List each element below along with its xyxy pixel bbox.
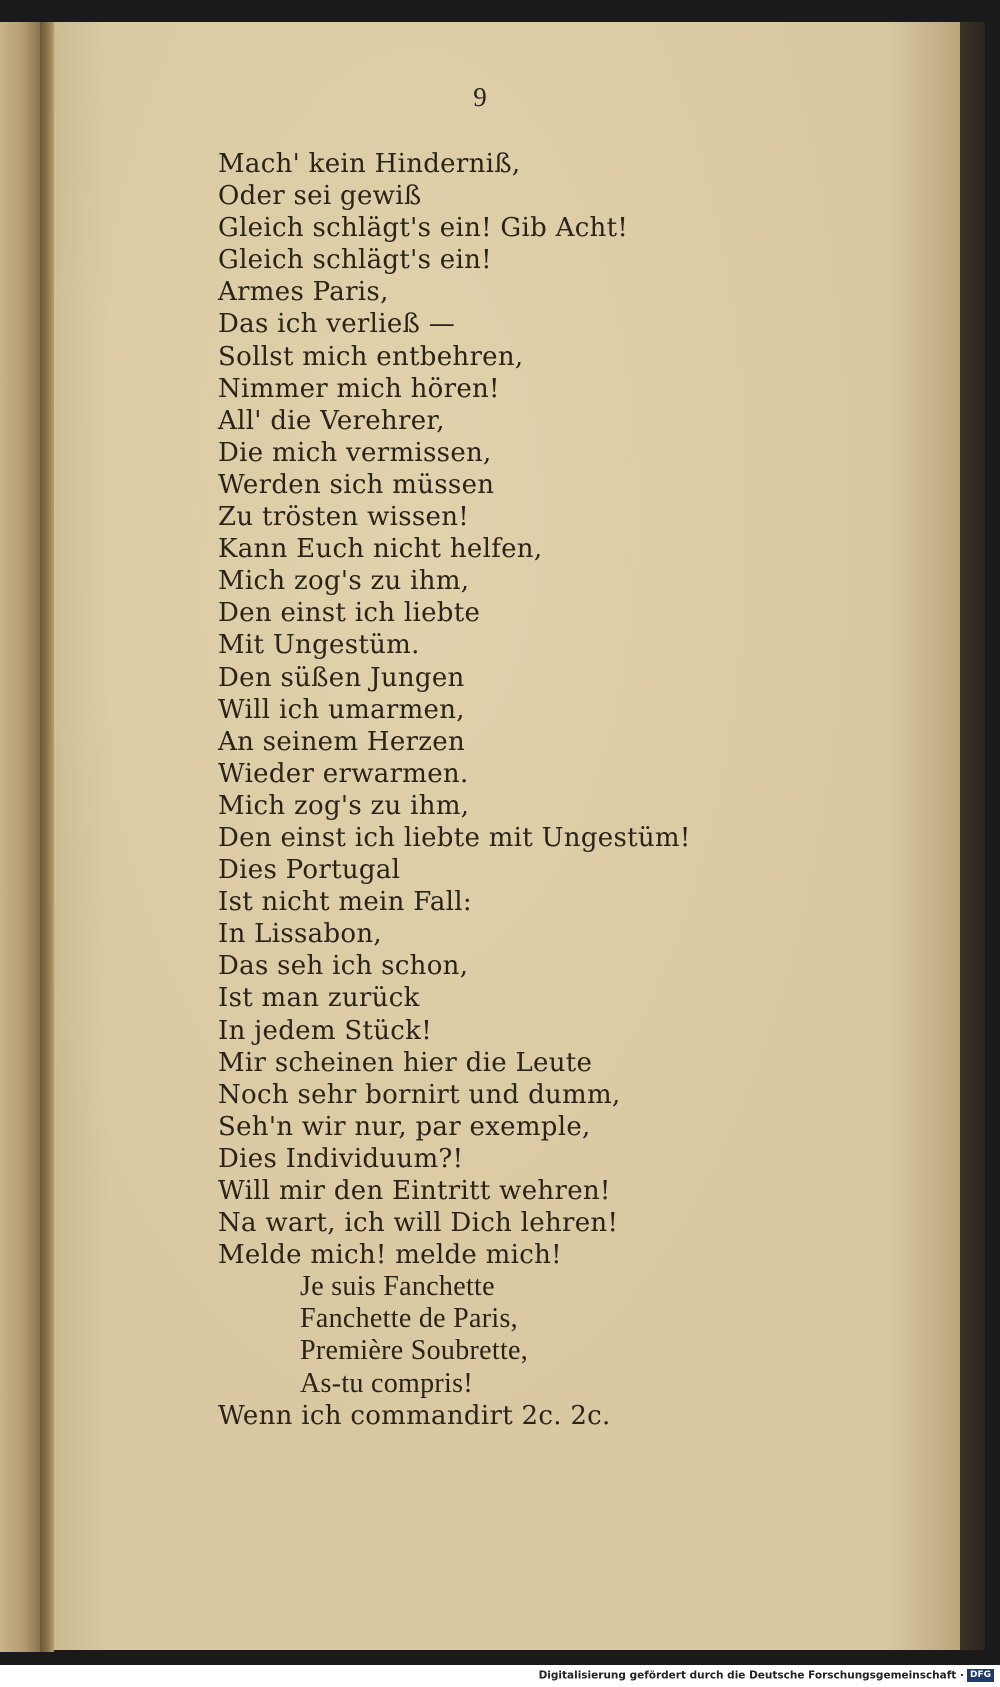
- poem-line: Mach' kein Hinderniß,: [218, 149, 521, 179]
- poem-line: Gleich schlägt's ein! Gib Acht!: [218, 213, 629, 244]
- poem-line: Mich zog's zu ihm,: [218, 790, 470, 821]
- poem-line: Wieder erwarmen.: [218, 758, 469, 789]
- poem-line: Dies Portugal: [218, 855, 401, 886]
- poem-line: Den einst ich liebte mit Ungestüm!: [218, 822, 691, 853]
- poem-line: Gleich schlägt's ein!: [218, 245, 492, 276]
- poem-line: Will ich umarmen,: [218, 694, 465, 725]
- poem-line: Noch sehr bornirt und dumm,: [218, 1079, 621, 1110]
- poem-line: Kann Euch nicht helfen,: [218, 534, 543, 565]
- poem-line: Première Soubrette,: [300, 1335, 529, 1367]
- poem-line: In Lissabon,: [218, 919, 382, 950]
- poem-line: Na wart, ich will Dich lehren!: [218, 1208, 619, 1239]
- poem-line: All' die Verehrer,: [218, 405, 445, 436]
- poem-line: Will mir den Eintritt wehren!: [218, 1176, 611, 1206]
- poem-line: Zu trösten wissen!: [218, 502, 470, 533]
- credit-text: Digitalisierung gefördert durch die Deutsche Forschungsgemeinschaft ·: [538, 1669, 964, 1682]
- poem-line: Fanchette de Paris,: [300, 1303, 518, 1335]
- previous-page-edge: [0, 22, 40, 1652]
- poem-line: Mich zog's zu ihm,: [218, 566, 470, 597]
- poem-line: Den einst ich liebte: [218, 598, 481, 629]
- poem-line: Werden sich müssen: [218, 469, 495, 500]
- poem-line: An seinem Herzen: [218, 726, 466, 757]
- poem-line: Je suis Fanchette: [300, 1271, 495, 1303]
- poem-line: Oder sei gewiß: [218, 181, 422, 212]
- poem-line: Das ich verließ —: [218, 309, 456, 340]
- poem-text: [218, 148, 938, 1432]
- poem-line: Ist man zurück: [218, 983, 420, 1014]
- digitization-credit: [539, 1669, 994, 1682]
- poem-line: Den süßen Jungen: [218, 662, 465, 693]
- poem-line: Die mich vermissen,: [218, 437, 492, 468]
- poem-line: Wenn ich commandirt 2c. 2c.: [218, 1400, 611, 1431]
- poem-line: Ist nicht mein Fall:: [218, 887, 472, 918]
- poem-line: Seh'n wir nur, par exemple,: [218, 1111, 591, 1142]
- poem-line: Mit Ungestüm.: [218, 630, 420, 661]
- poem-line: In jedem Stück!: [218, 1015, 432, 1046]
- dfg-logo: DFG: [967, 1669, 994, 1682]
- page-edge-shadow: [960, 22, 985, 1650]
- book-gutter: [40, 22, 54, 1652]
- poem-line: Das seh ich schon,: [218, 951, 469, 982]
- poem-line: Armes Paris,: [218, 277, 389, 308]
- poem-line: Dies Individuum?!: [218, 1143, 464, 1174]
- page-number: 9: [473, 82, 487, 112]
- poem-line: As-tu compris!: [300, 1367, 473, 1399]
- poem-line: Nimmer mich hören!: [218, 373, 500, 404]
- poem-line: Sollst mich entbehren,: [218, 341, 524, 372]
- poem-line: Melde mich! melde mich!: [218, 1240, 562, 1271]
- poem-line: Mir scheinen hier die Leute: [218, 1047, 593, 1078]
